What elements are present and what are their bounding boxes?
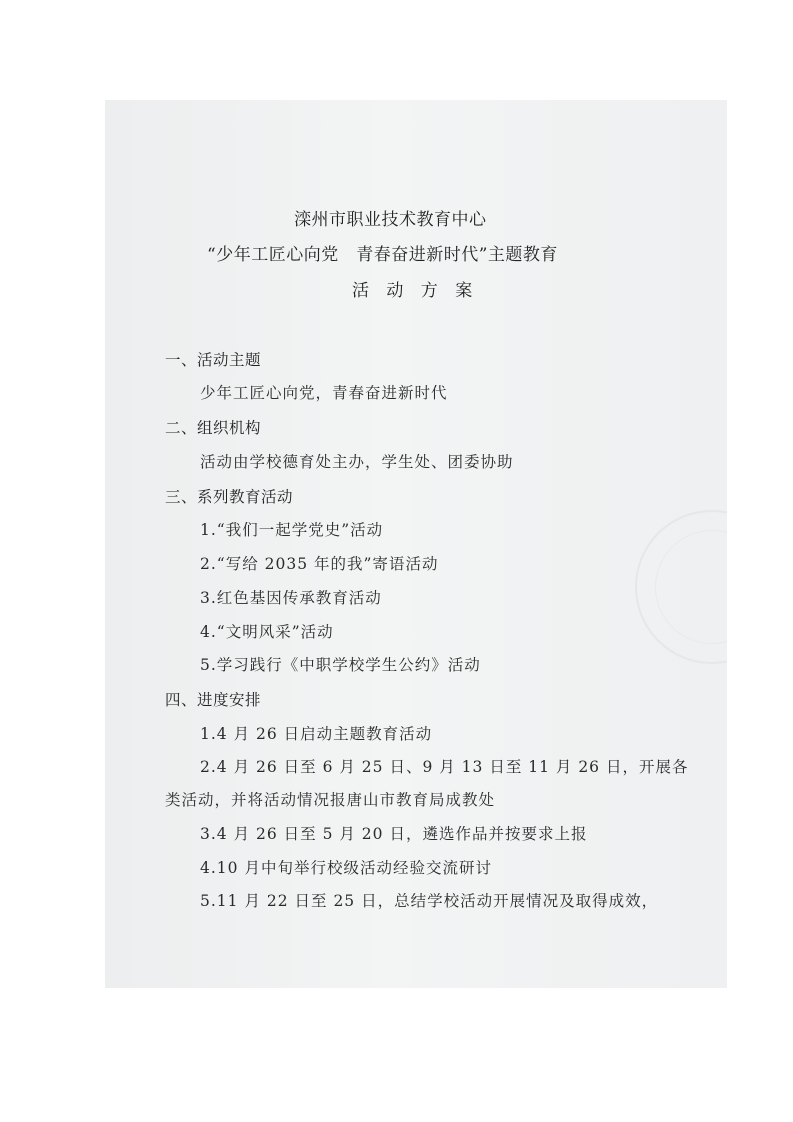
doc-title-plan: 活 动 方 案 [352,281,479,301]
section-2-line: 活动由学校德育处主办，学生处、团委协助 [200,453,514,471]
section-heading-2: 二、组织机构 [165,419,262,437]
section-heading-3: 三、系列教育活动 [165,488,294,506]
section-heading-4: 四、进度安排 [165,691,262,709]
activity-item-5: 5.学习践行《中职学校学生公约》活动 [200,656,481,674]
activity-item-1: 1.“我们一起学党史”活动 [200,521,384,539]
doc-title-organization: 滦州市职业技术教育中心 [294,210,487,230]
document-page [105,100,727,988]
schedule-item-2-continued: 类活动，并将活动情况报唐山市教育局成教处 [165,791,496,809]
schedule-item-3: 3.4 月 26 日至 5 月 20 日，遴选作品并按要求上报 [200,825,588,843]
schedule-item-4: 4.10 月中旬举行校级活动经验交流研讨 [200,859,492,877]
schedule-item-1: 1.4 月 26 日启动主题教育活动 [200,725,433,743]
activity-item-4: 4.“文明风采”活动 [200,623,334,641]
activity-item-2: 2.“写给 2035 年的我”寄语活动 [200,555,439,573]
schedule-item-5: 5.11 月 22 日至 25 日，总结学校活动开展情况及取得成效， [200,892,659,910]
activity-item-3: 3.红色基因传承教育活动 [200,589,382,607]
doc-title-theme: “少年工匠心向党 青春奋进新时代”主题教育 [207,245,558,265]
section-heading-1: 一、活动主题 [165,351,262,369]
section-1-line: 少年工匠心向党，青春奋进新时代 [200,384,448,402]
faint-seal-mark [635,510,727,664]
schedule-item-2: 2.4 月 26 日至 6 月 25 日、9 月 13 日至 11 月 26 日，开展各 [200,758,689,776]
